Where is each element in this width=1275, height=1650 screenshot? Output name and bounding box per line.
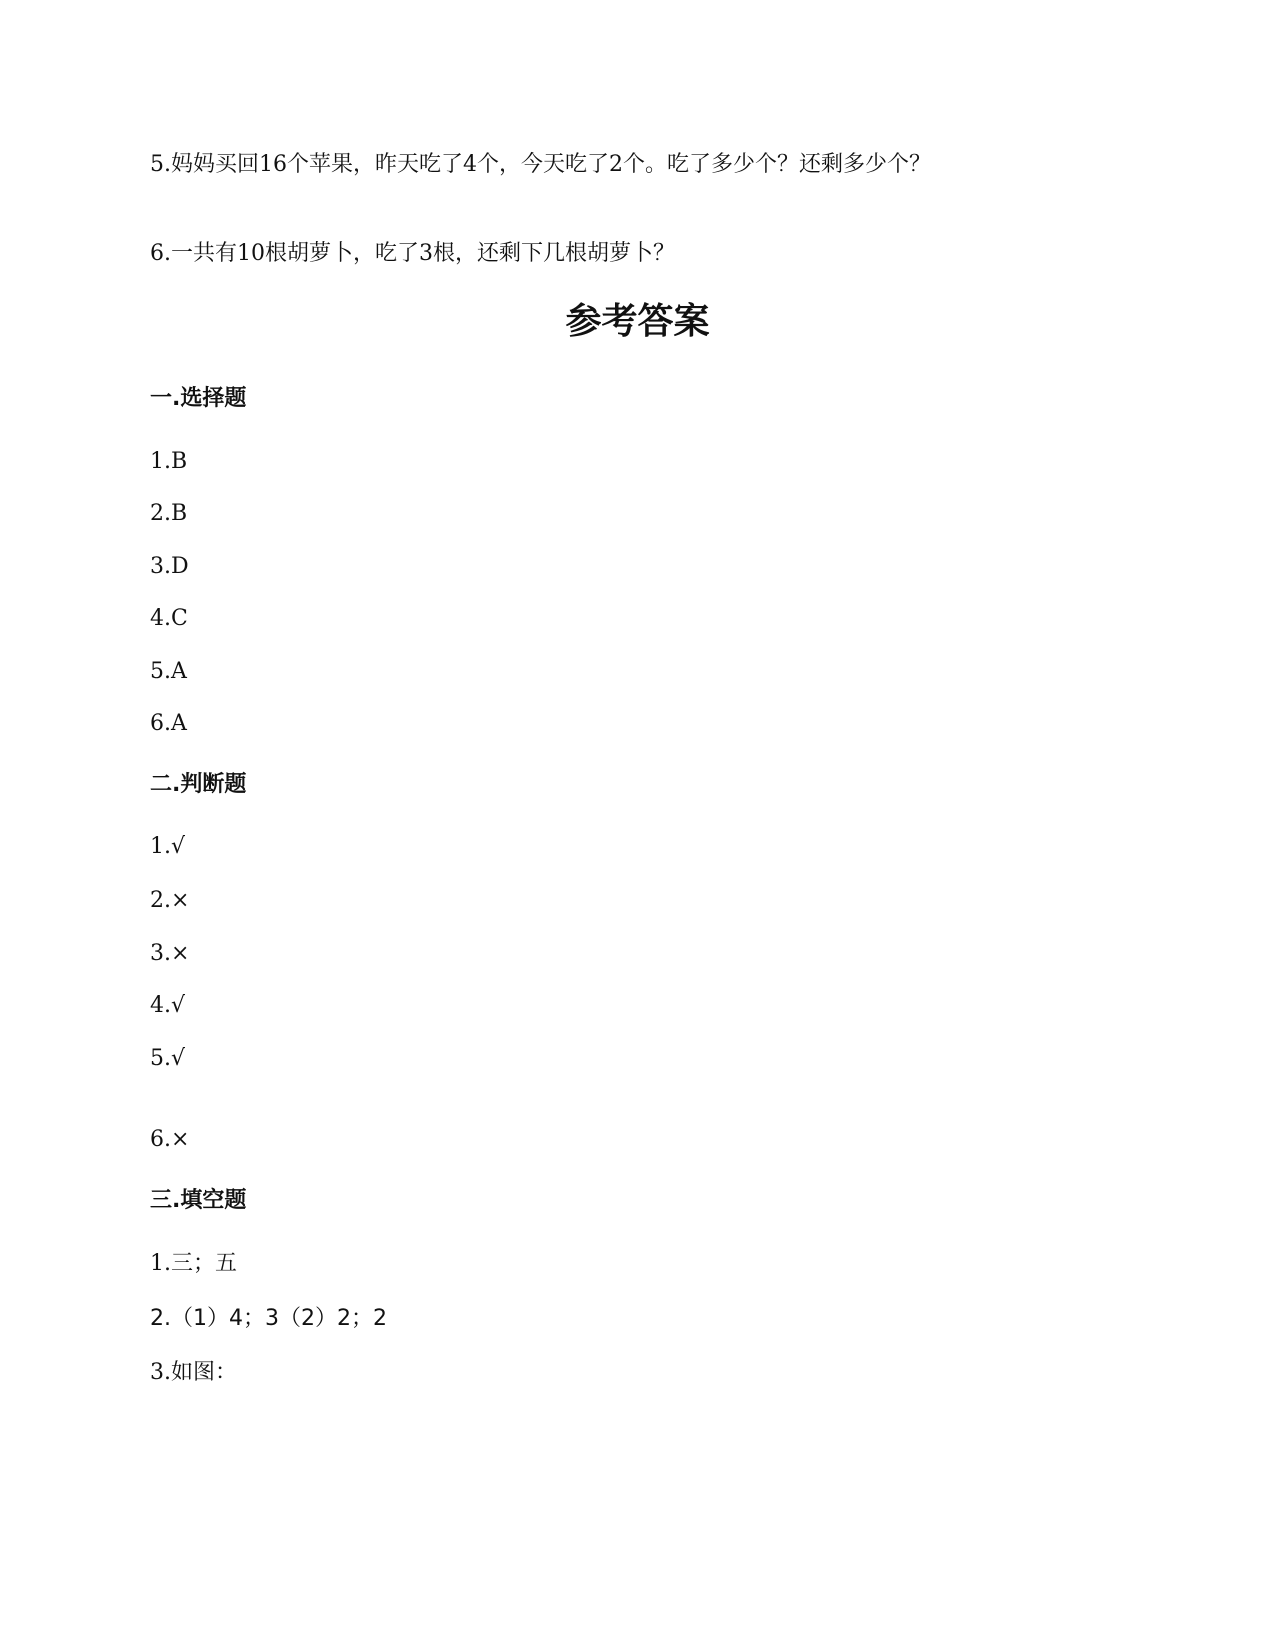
choice-answer-2: 2.B: [150, 501, 188, 526]
judge-answer-5: 5.√: [150, 1046, 186, 1071]
judge-answer-2: 2.×: [150, 888, 190, 913]
question-5: 5.妈妈买回16个苹果，昨天吃了4个，今天吃了2个。吃了多少个？还剩多少个？: [150, 152, 931, 177]
choice-answer-1: 1.B: [150, 449, 188, 474]
judge-answer-6: 6.×: [150, 1127, 190, 1152]
choice-answer-4: 4.C: [150, 606, 188, 631]
judge-answer-4: 4.√: [150, 993, 186, 1018]
section-heading-fill: 三.填空题: [150, 1188, 247, 1213]
fill-answer-3: 3.如图：: [150, 1360, 237, 1385]
fill-answer-1: 1.三；五: [150, 1251, 237, 1276]
judge-answer-3: 3.×: [150, 941, 190, 966]
choice-answer-3: 3.D: [150, 554, 189, 579]
choice-answer-5: 5.A: [150, 659, 187, 684]
section-heading-judge: 二.判断题: [150, 772, 247, 797]
section-heading-choice: 一.选择题: [150, 386, 247, 411]
question-6: 6.一共有10根胡萝卜，吃了3根，还剩下几根胡萝卜？: [150, 241, 675, 266]
choice-answer-6: 6.A: [150, 711, 187, 736]
judge-answer-1: 1.√: [150, 834, 186, 859]
fill-answer-2: 2.（1）4；3（2）2；2: [150, 1306, 387, 1331]
answer-title: 参考答案: [565, 301, 710, 342]
